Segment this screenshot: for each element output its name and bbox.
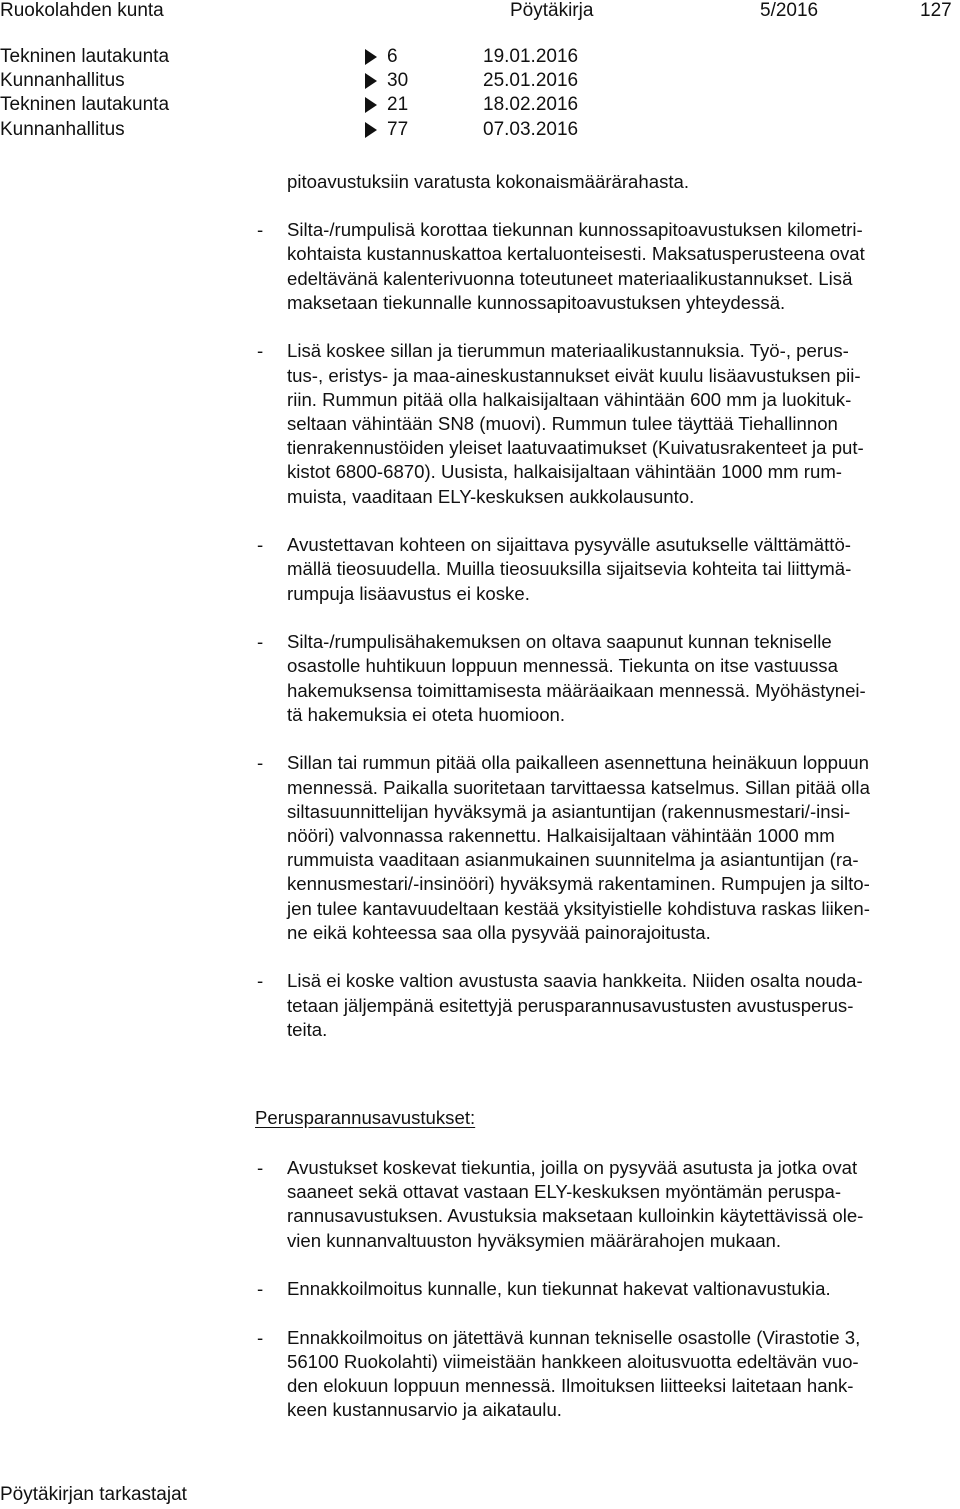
text-line: nööri) valvonnassa rakennettu. Halkaisijaltaan vähintään 1000 mm: [287, 825, 835, 847]
meeting-section: 30: [387, 70, 409, 92]
bullet-dash: -: [257, 1278, 264, 1300]
list-item: [257, 1277, 955, 1301]
text-line: Sillan tai rummun pitää olla paikalleen asennettuna heinäkuun loppuun: [287, 752, 869, 774]
bullet-dash: -: [257, 1157, 264, 1178]
municipality-name: Ruokolahden kunta: [0, 0, 164, 21]
meeting-section: 77: [387, 118, 409, 140]
text-line: keen kustannusarvio ja aikataulu.: [287, 1399, 562, 1421]
text-line: kennusmestari/-insinööri) hyväksymä rakentaminen. Rumpujen ja silto-: [287, 873, 870, 895]
text-line: Ennakkoilmoitus on jätettävä kunnan tekniselle osastolle (Virastotie 3,: [287, 1326, 861, 1348]
text-line: vien kunnanvaltuuston hyväksymien määrärahojen mukaan.: [287, 1229, 782, 1251]
meeting-section: 6: [387, 46, 398, 67]
meeting-body: Tekninen lautakunta: [0, 46, 170, 67]
meeting-row: [0, 118, 960, 142]
list-item: [257, 339, 955, 508]
list-item: [257, 1156, 955, 1253]
intro-text: pitoavustuksiin varatusta kokonaismäärärahasta.: [287, 171, 690, 192]
text-line: kistot 6800-6870). Uusista, halkaisijaltaan vähintään 1000 mm rum-: [287, 461, 842, 483]
bullet-dash: -: [257, 752, 264, 774]
text-line: hakemuksensa toimittamisesta määräaikaan mennessä. Myöhästynei-: [287, 679, 866, 701]
text-line: riin. Rummun pitää olla halkaisijaltaan vähintään 600 mm ja luokituk-: [287, 388, 852, 410]
meeting-date: 07.03.2016: [483, 118, 579, 140]
text-line: kohtaista kustannuskattoa kertaluonteisesti. Maksatusperusteena ovat: [287, 243, 865, 265]
page-number: 127: [920, 0, 952, 21]
list-item: [257, 969, 955, 1042]
list-item: [257, 751, 955, 945]
meeting-history: [0, 45, 960, 142]
text-line: den elokuun loppuun mennessä. Ilmoituksen liitteeksi laitetaan hank-: [287, 1375, 854, 1397]
page-header: [0, 0, 960, 24]
section-arrow-icon: [365, 49, 377, 65]
meeting-date: 18.02.2016: [483, 94, 579, 116]
meeting-date: 19.01.2016: [483, 46, 579, 67]
bullet-dash: -: [257, 970, 264, 992]
text-line: muista, vaaditaan ELY-keskuksen aukkolausunto.: [287, 485, 695, 507]
meeting-body: Kunnanhallitus: [0, 118, 125, 140]
bullet-dash: -: [257, 340, 264, 362]
text-line: rannusavustuksen. Avustuksia maksetaan kulloinkin käytettävissä ole-: [287, 1205, 864, 1227]
bullet-list-2: [257, 1156, 955, 1423]
text-line: maksetaan tiekunnalle kunnossapitoavustuksen yhteydessä.: [287, 291, 786, 313]
meeting-section: 21: [387, 94, 409, 116]
meeting-date: 25.01.2016: [483, 70, 579, 92]
meeting-body: Tekninen lautakunta: [0, 94, 170, 116]
list-item: [257, 218, 955, 315]
section-heading: Perusparannusavustukset:: [255, 1107, 476, 1128]
list-item: [257, 533, 955, 606]
section-arrow-icon: [365, 97, 377, 113]
meeting-body: Kunnanhallitus: [0, 70, 125, 92]
text-line: seltaan vähintään SN8 (muovi). Rummun tulee täyttää Tiehallinnon: [287, 413, 838, 435]
text-line: tetaan jäljempänä esitettyjä perusparannusavustusten avustusperus-: [287, 994, 854, 1016]
text-line: siltasuunnittelijan hyväksymä ja asiantuntijan (rakennusmestari/-insi-: [287, 800, 851, 822]
document-number: 5/2016: [760, 0, 819, 21]
text-line: saaneet sekä ottavat vastaan ELY-keskuksen myöntämän peruspa-: [287, 1181, 842, 1203]
list-item: [257, 1326, 955, 1423]
text-line: tienrakennustöiden yleiset laatuvaatimukset (Kuivatusrakenteet ja put-: [287, 437, 864, 459]
text-line: edeltävänä kalenterivuonna toteutuneet materiaalikustannukset. Lisä: [287, 267, 853, 289]
secondary-content: [257, 1156, 955, 1447]
text-line: 56100 Ruokolahti) viimeistään hankkeen aloitusvuotta edeltävän vuo-: [287, 1351, 859, 1372]
text-line: tä hakemuksia ei oteta huomioon.: [287, 703, 566, 725]
text-line: jen tulee kantavuudeltaan kestää yksityistielle kohdistuva raskas liiken-: [287, 897, 870, 919]
meeting-row: [0, 45, 960, 69]
main-content: [257, 170, 955, 1066]
text-line: rummuista vaaditaan asianmukainen suunnitelma ja asiantuntijan (ra-: [287, 849, 859, 871]
list-item: [257, 630, 955, 727]
bullet-dash: -: [257, 631, 264, 653]
text-line: Lisä ei koske valtion avustusta saavia hankkeita. Niiden osalta nouda-: [287, 970, 863, 992]
meeting-row: [0, 69, 960, 93]
text-line: mällä tieosuudella. Muilla tieosuuksilla sijaitsevia kohteita tai liittymä-: [287, 558, 852, 580]
text-line: teita.: [287, 1018, 328, 1040]
text-line: Avustettavan kohteen on sijaittava pysyvälle asutukselle välttämättö-: [287, 534, 851, 556]
text-line: Ennakkoilmoitus kunnalle, kun tiekunnat hakevat valtionavustukia.: [287, 1278, 831, 1300]
text-line: tus-, eristys- ja maa-aineskustannukset eivät kuulu lisäavustuksen pii-: [287, 364, 861, 386]
text-line: Avustukset koskevat tiekuntia, joilla on pysyvää asutusta ja jotka ovat: [287, 1157, 858, 1178]
text-line: Silta-/rumpulisä korottaa tiekunnan kunnossapitoavustuksen kilometri-: [287, 219, 863, 241]
bullet-dash: -: [257, 219, 264, 241]
section-arrow-icon: [365, 122, 377, 138]
text-line: osastolle huhtikuun loppuun mennessä. Tiekunta on itse vastuussa: [287, 655, 838, 677]
section-arrow-icon: [365, 73, 377, 89]
text-line: mennessä. Paikalla suoritetaan tarvittaessa katselmus. Sillan pitää olla: [287, 776, 870, 798]
bullet-dash: -: [257, 534, 264, 556]
text-line: rumpuja lisäavustus ei koske.: [287, 582, 530, 604]
document-type: Pöytäkirja: [510, 0, 594, 21]
text-line: Lisä koskee sillan ja tierummun materiaalikustannuksia. Työ-, perus-: [287, 340, 849, 362]
footer-signature-label: Pöytäkirjan tarkastajat: [0, 1484, 187, 1505]
text-line: Silta-/rumpulisähakemuksen on oltava saapunut kunnan tekniselle: [287, 631, 832, 653]
text-line: ne eikä kohteessa saa olla pysyvää painorajoitusta.: [287, 921, 711, 943]
bullet-dash: -: [257, 1326, 264, 1348]
bullet-list: [257, 218, 955, 1042]
meeting-row: [0, 93, 960, 117]
